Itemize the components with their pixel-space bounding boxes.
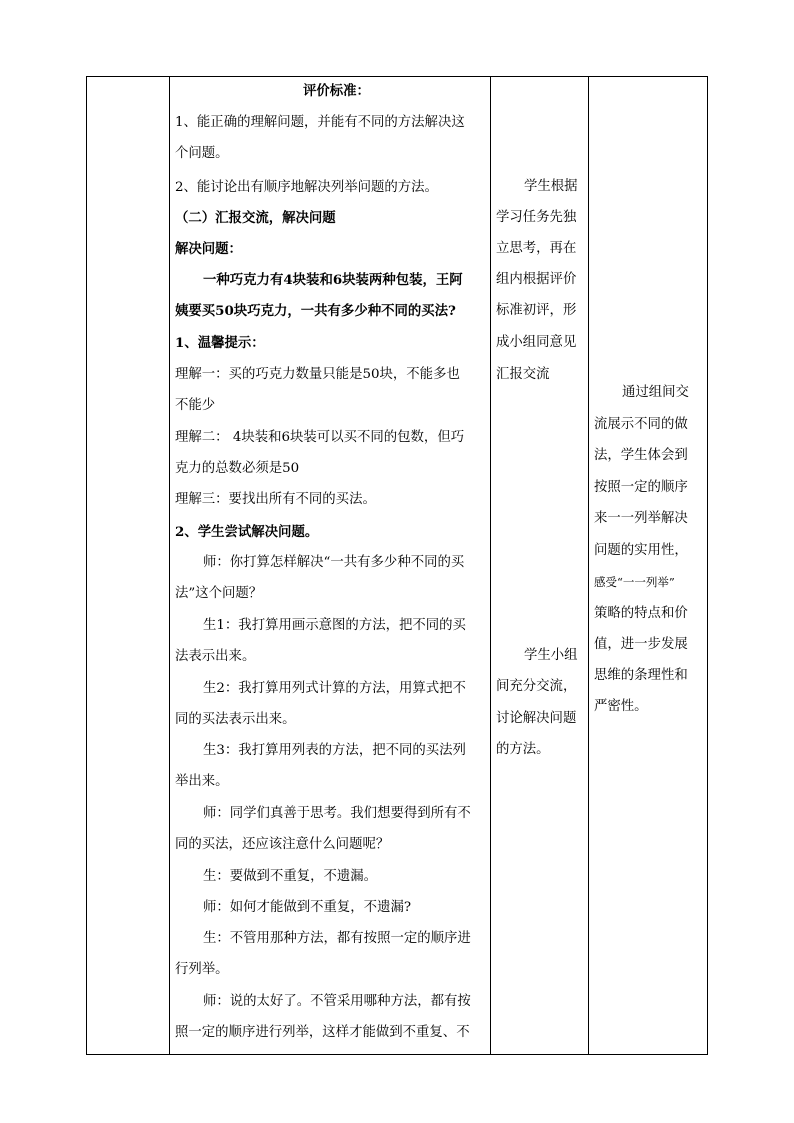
column-divider <box>490 77 491 1054</box>
text-line: 理解一：买的巧克力数量只能是50块，不能多也 <box>175 367 460 382</box>
column-divider <box>169 77 170 1054</box>
lesson-plan-table <box>86 76 708 1055</box>
text-line: 法表示出来。 <box>175 649 256 664</box>
intent-text-line: 通过组间交 <box>622 385 689 400</box>
text-line: 师：你打算怎样解决“一共有多少种不同的买 <box>203 555 465 570</box>
problem-text: 姨要买50块巧克力，一共有多少种不同的买法? <box>175 303 456 319</box>
text-line: 生1：我打算用画示意图的方法，把不同的买 <box>203 618 466 633</box>
text-line: 照一定的顺序进行列举，这样才能做到不重复、不 <box>175 1025 470 1040</box>
problem-text: 一种巧克力有4块装和6块装两种包装，王阿 <box>203 272 463 288</box>
text-line: 同的买法表示出来。 <box>175 712 296 727</box>
text-line: 生3：我打算用列表的方法，把不同的买法列 <box>203 743 466 758</box>
text-line: 生：不管用那种方法，都有按照一定的顺序进 <box>203 931 471 946</box>
intent-text-line: 感受“一一列举” <box>594 575 675 589</box>
intent-text-line: 按照一定的顺序 <box>594 480 688 495</box>
student-text-line: 汇报交流 <box>496 367 550 382</box>
text-line: 举出来。 <box>175 774 229 789</box>
student-text-line: 间充分交流， <box>496 679 577 694</box>
text-line: 法”这个问题？ <box>175 586 263 601</box>
intent-text-line: 来一一列举解决 <box>594 511 688 526</box>
text-line: 1、能正确的理解问题，并能有不同的方法解决这 <box>175 115 465 130</box>
text-line: 行列举。 <box>175 962 229 977</box>
section-heading: （二）汇报交流，解决问题 <box>175 210 336 226</box>
tips-heading: 1、温馨提示： <box>175 335 265 351</box>
intent-text-line: 流展示不同的做 <box>594 417 688 432</box>
evaluation-heading: 评价标准： <box>303 83 370 99</box>
student-text-line: 学习任务先独 <box>496 210 577 225</box>
subsection-heading: 解决问题： <box>175 241 242 257</box>
text-line: 师：同学们真善于思考。我们想要得到所有不 <box>203 806 471 821</box>
intent-text-line: 问题的实用性， <box>594 543 688 558</box>
intent-text-line: 法，学生体会到 <box>594 448 688 463</box>
activity-heading: 2、学生尝试解决问题。 <box>175 524 319 540</box>
student-text-line: 讨论解决问题 <box>496 711 577 726</box>
text-line: 生：要做到不重复，不遗漏。 <box>203 869 378 884</box>
student-text-line: 立思考，再在 <box>496 241 577 256</box>
student-text-line: 组内根据评价 <box>496 272 577 287</box>
student-text-line: 标准初评，形 <box>496 303 577 318</box>
intent-text-line: 策略的特点和价 <box>594 606 688 621</box>
text-line: 不能少 <box>175 398 216 413</box>
column-divider <box>588 77 589 1054</box>
text-line: 师：如何才能做到不重复，不遗漏? <box>203 900 412 915</box>
student-text-line: 的方法。 <box>496 742 550 757</box>
text-line: 生2：我打算用列式计算的方法，用算式把不 <box>203 681 466 696</box>
text-line: 理解二： 4块装和6块装可以买不同的包数，但巧 <box>175 430 465 445</box>
text-line: 2、能讨论出有顺序地解决列举问题的方法。 <box>175 180 438 195</box>
student-text-line: 成小组同意见 <box>496 335 577 350</box>
text-line: 同的买法，还应该注意什么问题呢？ <box>175 837 390 852</box>
text-line: 克力的总数必须是50 <box>175 461 300 476</box>
intent-text-line: 值，进一步发展 <box>594 637 688 652</box>
text-line: 师：说的太好了。不管采用哪种方法，都有按 <box>203 994 471 1009</box>
student-text-line: 学生小组 <box>524 648 578 663</box>
intent-text-line: 思维的条理性和 <box>594 668 688 683</box>
student-text-line: 学生根据 <box>524 179 578 194</box>
text-line: 理解三：要找出所有不同的买法。 <box>175 492 376 507</box>
intent-text-line: 严密性。 <box>594 699 648 714</box>
text-line: 个问题。 <box>175 146 229 161</box>
